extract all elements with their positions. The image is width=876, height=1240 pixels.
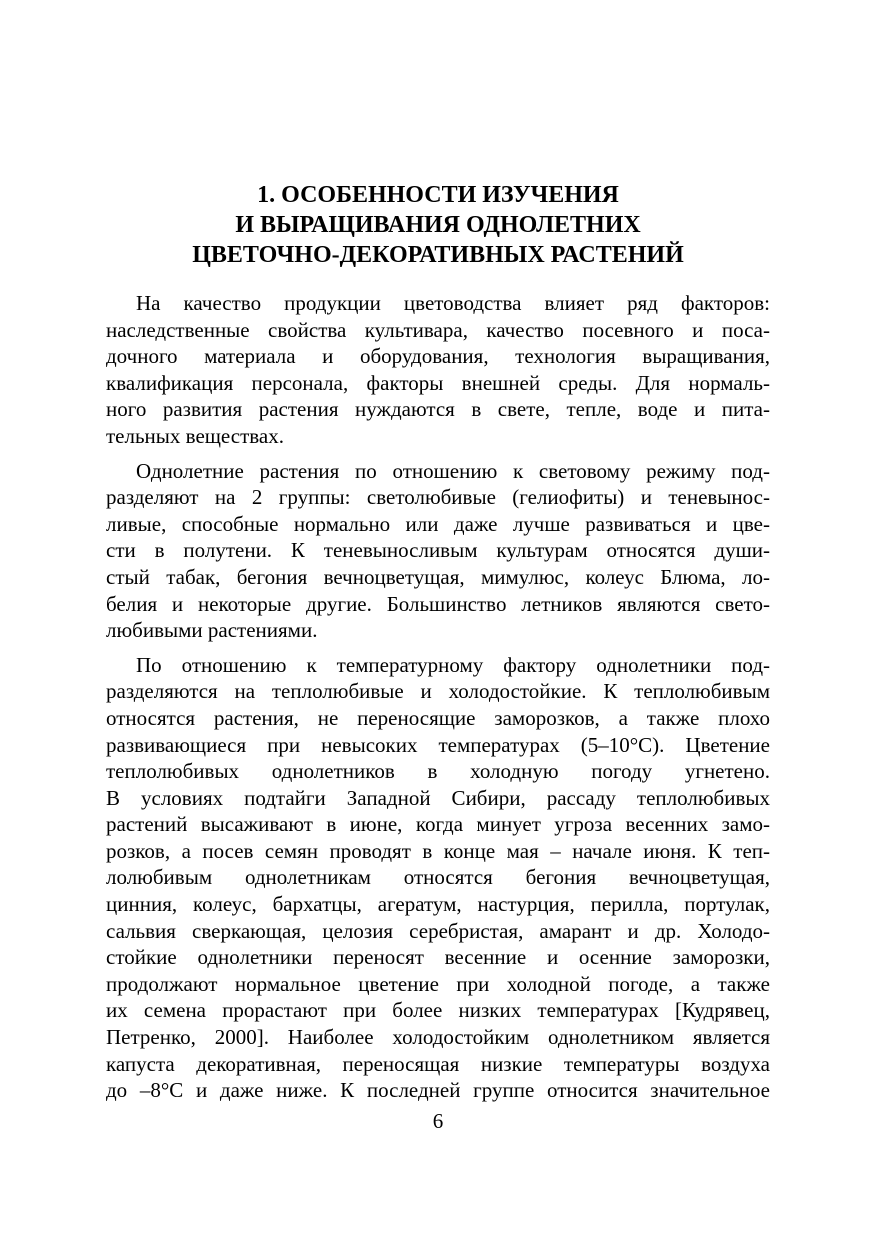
text-line: сти в полутени. К теневыносливым культурам относятся души- <box>106 538 770 563</box>
paragraph-light-factors <box>106 290 770 450</box>
text-line: дочного материала и оборудования, технология выращивания, <box>106 344 770 369</box>
paragraph-light-regime <box>106 458 770 644</box>
text-line: разделяют на 2 группы: светолюбивые (гелиофиты) и теневынос- <box>106 485 770 510</box>
text-line: ливые, способные нормально или даже лучше развиваться и цве- <box>106 511 770 536</box>
text-line: белия и некоторые другие. Большинство летников являются свето- <box>106 591 770 616</box>
text-line: капуста декоративная, переносящая низкие температуры воздуха <box>106 1051 770 1076</box>
text-line: По отношению к температурному фактору однолетники под- <box>136 652 770 677</box>
section-title-line: 1. ОСОБЕННОСТИ ИЗУЧЕНИЯ <box>257 182 619 208</box>
text-line: В условиях подтайги Западной Сибири, рассаду теплолюбивых <box>106 785 770 810</box>
text-line: развивающиеся при невысоких температурах (5–10°С). Цветение <box>106 732 770 757</box>
text-line: квалификация персонала, факторы внешней среды. Для нормаль- <box>106 370 770 395</box>
text-line: цинния, колеус, бархатцы, агератум, настурция, перилла, портулак, <box>106 892 770 917</box>
text-line: до –8°С и даже ниже. К последней группе относится значительное <box>106 1078 770 1103</box>
paragraph-temperature <box>106 652 770 1104</box>
text-line: наследственные свойства культивара, качество посевного и поса- <box>106 317 770 342</box>
text-line: ного развития растения нуждаются в свете, тепле, воде и пита- <box>106 397 770 422</box>
section-title <box>100 180 776 270</box>
text-line: теплолюбивых однолетников в холодную погоду угнетено. <box>106 759 770 784</box>
text-line: Однолетние растения по отношению к световому режиму под- <box>136 458 770 483</box>
text-line: любивыми растениями. <box>106 618 318 643</box>
text-line: На качество продукции цветоводства влияет ряд факторов: <box>136 291 770 315</box>
page-number: 6 <box>432 1109 444 1133</box>
text-line: стойкие однолетники переносят весенние и осенние заморозки, <box>106 945 770 970</box>
text-line: продолжают нормальное цветение при холодной погоде, а также <box>106 971 770 996</box>
text-line: розков, а посев семян проводят в конце мая – начале июня. К теп- <box>106 838 770 863</box>
section-title-line: И ВЫРАЩИВАНИЯ ОДНОЛЕТНИХ <box>235 212 641 238</box>
body-text <box>106 290 770 1112</box>
text-line: Петренко, 2000]. Наиболее холодостойким однолетником является <box>106 1025 770 1050</box>
text-line: лолюбивым однолетникам относятся бегония вечноцветущая, <box>106 865 770 890</box>
text-line: стый табак, бегония вечноцветущая, мимулюс, колеус Блюма, ло- <box>106 564 770 589</box>
section-title-line: ЦВЕТОЧНО-ДЕКОРАТИВНЫХ РАСТЕНИЙ <box>192 242 684 268</box>
text-line: тельных веществах. <box>106 423 284 448</box>
text-line: разделяются на теплолюбивые и холодостойкие. К теплолюбивым <box>106 679 770 704</box>
text-line: растений высаживают в июне, когда минует угроза весенних замо- <box>106 812 770 837</box>
text-line: относятся растения, не переносящие заморозков, а также плохо <box>106 705 770 730</box>
text-line: их семена прорастают при более низких температурах [Кудрявец, <box>106 998 770 1023</box>
text-line: сальвия сверкающая, целозия серебристая, амарант и др. Холодо- <box>106 918 770 943</box>
